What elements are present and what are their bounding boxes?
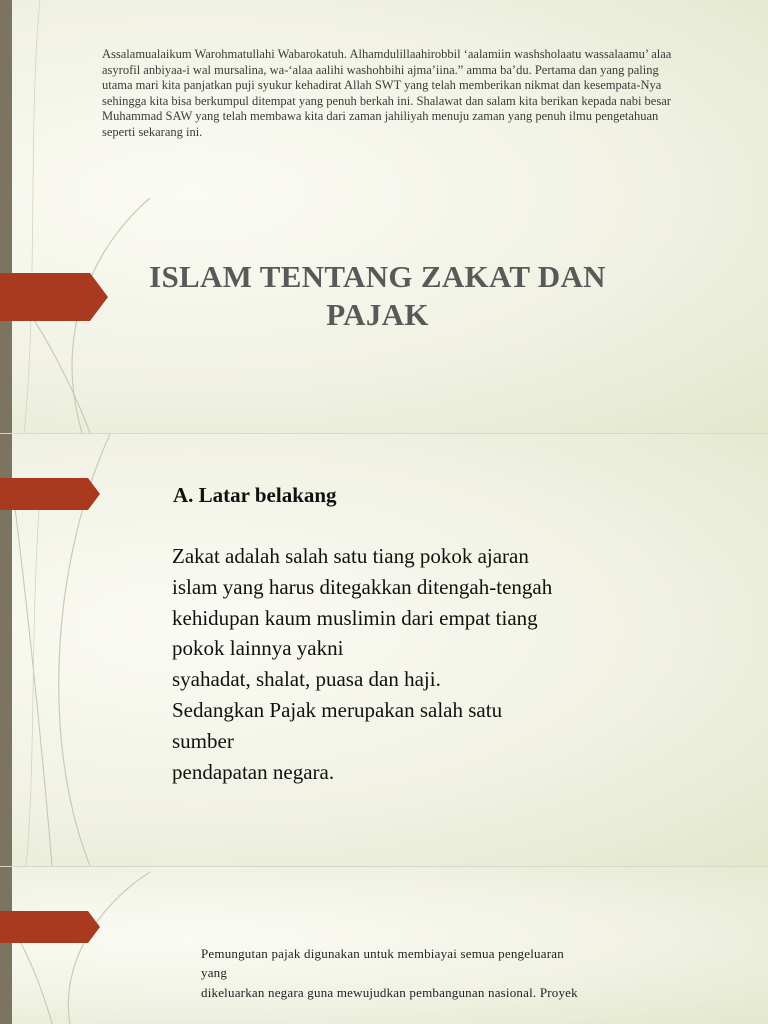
left-accent-bar [0,0,12,433]
opening-greeting-text: Assalamualaikum Warohmatullahi Wabarokatuh. Alhamdulillaahirobbil ‘aalamiin washsholaatu wassalaamu’ alaa asyrofil anbiyaa-i wal mursalina, wa-‘alaa aalihi washohbihi ajma’iina.” amma ba’du. Pertama dan yang paling utama mari kita panjatkan puji syukur kehadirat Allah SWT yang telah memberikan nikmat dan kesempata-Nya sehingga kita bisa berkumpul ditempat yang penuh berkah ini. Shalawat dan salam kita berikan kepada nabi besar Muhammad SAW yang telah membawa kita dari zaman jahiliyah menuju zaman yang penuh ilmu pengetahuan seperti sekarang ini. [102,47,672,139]
left-accent-bar [0,867,12,1024]
slide-3 [0,867,768,1024]
slide-title: ISLAM TENTANG ZAKAT DAN PAJAK [149,259,606,332]
section-body-text: Pemungutan pajak digunakan untuk membiayai semua pengeluaran yang dikeluarkan negara guna mewujudkan pembangunan nasional. Proyek [201,946,578,1000]
arrow-marker [0,478,100,510]
arrow-marker [0,273,108,321]
section-heading: A. Latar belakang [173,483,337,507]
arrow-marker [0,911,100,943]
slide-2 [0,434,768,866]
section-body-text: Zakat adalah salah satu tiang pokok ajaran islam yang harus ditegakkan ditengah-tengah kehidupan kaum muslimin dari empat tiang pokok lainnya yakni syahadat, shalat, puasa dan haji. Sedangkan Pajak merupakan salah satu sumber pendapatan negara. [172,544,553,784]
decorative-lines [0,867,160,1024]
slide-1 [0,0,768,433]
